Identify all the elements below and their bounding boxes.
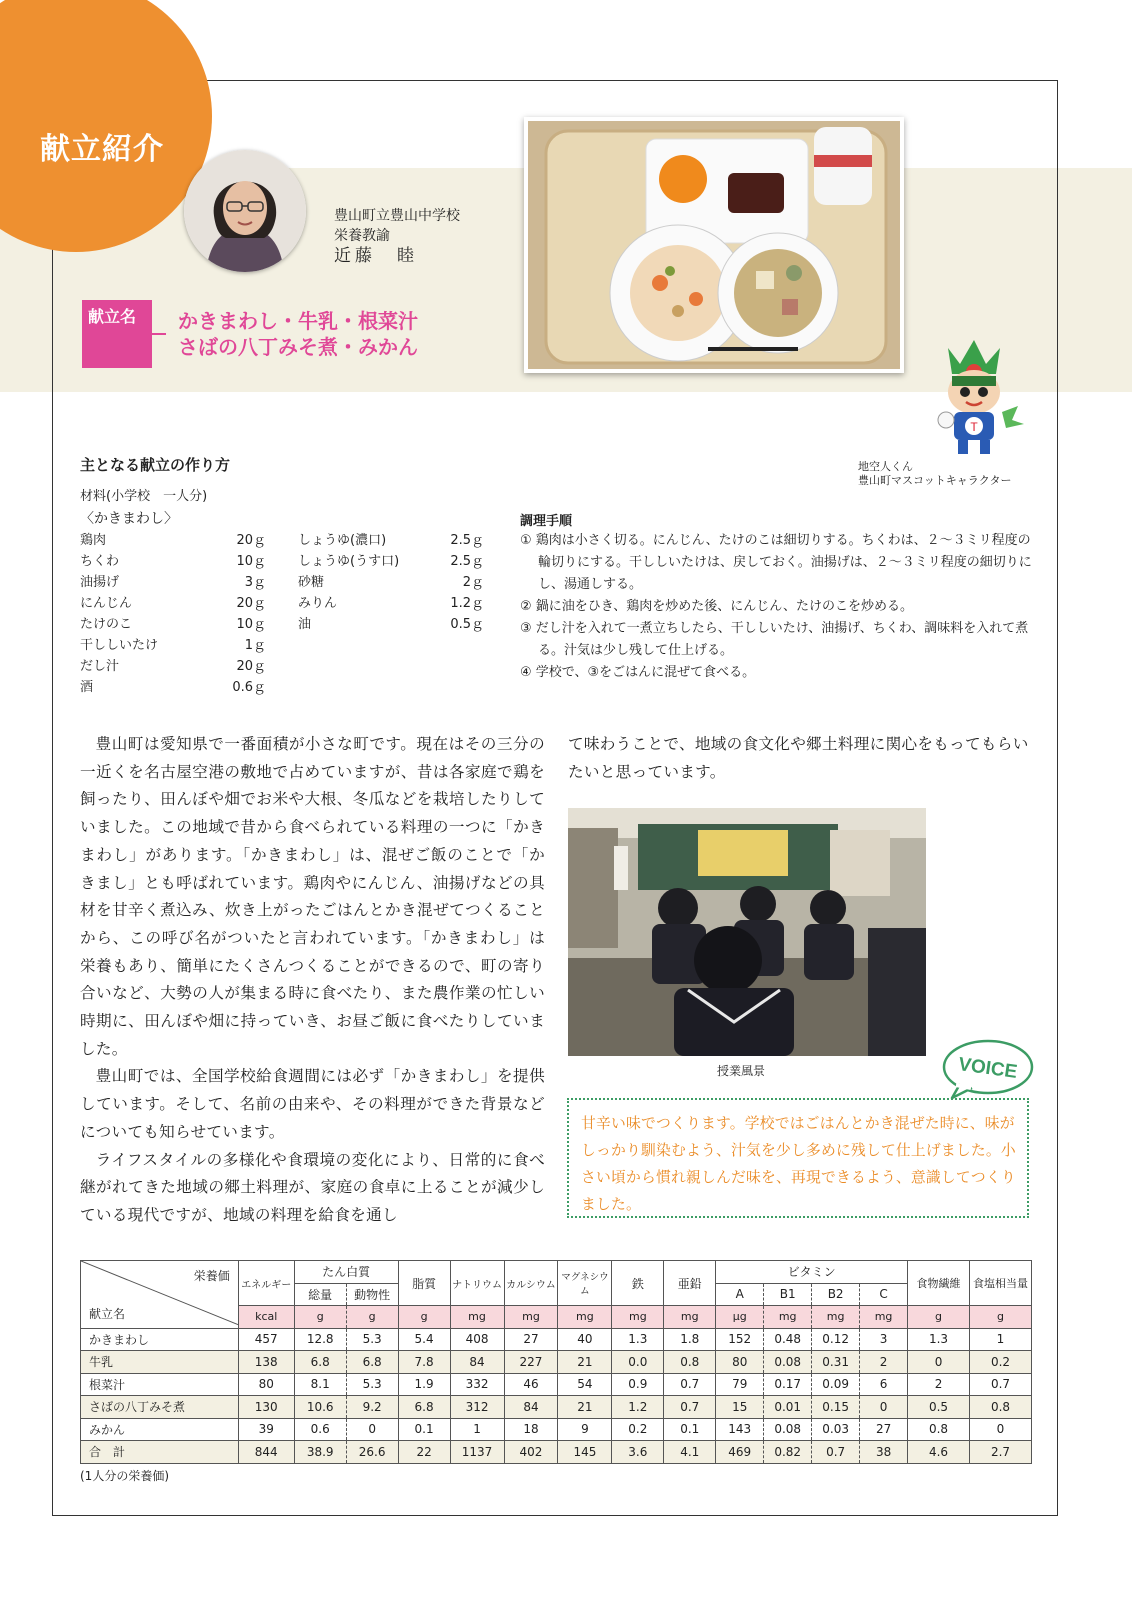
unit-cell: g [294,1306,346,1329]
corner-top-label: 栄養価 [193,1269,230,1283]
header-energy: エネルギー [238,1261,294,1306]
table-cell: 0.8 [908,1418,970,1441]
ingredient-qty: 0.6ｇ [232,680,266,695]
table-cell: 457 [238,1328,294,1351]
table-cell: 22 [398,1441,450,1464]
ingredient-row [298,593,484,614]
table-cell: 0.7 [664,1373,716,1396]
ingredient-name: たけのこ [80,617,133,632]
ingredient-row [80,635,266,656]
header-iron: 鉄 [612,1261,664,1306]
row-name: みかん [81,1418,239,1441]
section-title: 献立紹介 [40,132,164,167]
table-cell: 2.7 [969,1441,1031,1464]
menu-line-2: さばの八丁みそ煮・みかん [178,335,418,359]
header-fat: 脂質 [398,1261,450,1306]
ingredient-list-left [80,530,266,698]
header-protein-animal: 動物性 [346,1283,398,1306]
ingredient-row [80,677,266,698]
ingredient-row [80,656,266,677]
menu-names [178,308,418,360]
table-cell: 0.48 [764,1328,812,1351]
table-cell: 2 [908,1373,970,1396]
ingredient-row [80,530,266,551]
table-cell: 79 [716,1373,764,1396]
author-info [334,206,460,266]
materials-heading: 材料(小学校 一人分) [80,489,208,504]
table-cell: 6.8 [346,1351,398,1374]
ingredient-qty: 0.5ｇ [450,617,484,632]
header-vitamin-b1: B1 [764,1283,812,1306]
table-row [81,1396,1032,1419]
table-cell: 1.3 [612,1328,664,1351]
table-cell: 844 [238,1441,294,1464]
ingredient-name: にんじん [80,596,133,611]
ingredient-name: 干ししいたけ [80,638,159,653]
table-cell: 18 [504,1418,558,1441]
menu-line-1: かきまわし・牛乳・根菜汁 [178,309,418,333]
table-cell: 0.1 [398,1418,450,1441]
unit-cell: g [908,1306,970,1329]
ingredient-qty: 2.5ｇ [450,554,484,569]
ingredient-name: みりん [298,596,338,611]
unit-cell: mg [860,1306,908,1329]
ingredient-name: 砂糖 [298,575,325,590]
row-name: 牛乳 [81,1351,239,1374]
table-cell: 0.12 [812,1328,860,1351]
cooking-steps [520,530,1034,684]
article-paragraph: ライフスタイルの多様化や食環境の変化により、日常的に食べ継がれてきた地域の郷土料理が、家庭の食卓に上ることが減少している現代ですが、地域の料理を給食を通し [80,1150,545,1224]
table-cell: 7.8 [398,1351,450,1374]
steps-title: 調理手順 [520,514,573,529]
table-cell: 0.31 [812,1351,860,1374]
table-cell: 0.7 [664,1396,716,1419]
table-cell: 402 [504,1441,558,1464]
table-cell: 0.5 [908,1396,970,1419]
unit-cell: mg [558,1306,612,1329]
nutrition-table [80,1260,1032,1464]
unit-cell: g [969,1306,1031,1329]
ingredient-list-right [298,530,484,635]
ingredient-name: 油 [298,617,312,632]
unit-cell: mg [450,1306,504,1329]
table-cell: 332 [450,1373,504,1396]
article-right-column: て味わうことで、地域の食文化や郷土料理に関心をもってもらいたいと思っています。 [568,735,1029,781]
author-name: 近藤 睦 [334,246,418,266]
table-cell: 227 [504,1351,558,1374]
header-vitamin: ビタミン [716,1261,908,1284]
ingredient-name: 鶏肉 [80,533,107,548]
header-vitamin-b2: B2 [812,1283,860,1306]
cooking-step: ④ 学校で、③をごはんに混ぜて食べる。 [520,665,756,680]
table-body [81,1328,1032,1463]
row-name: 合 計 [81,1441,239,1464]
table-cell: 0 [908,1351,970,1374]
lunch-tray-photo [524,117,904,373]
ingredient-name: 油揚げ [80,575,120,590]
unit-cell: mg [812,1306,860,1329]
table-cell: 3 [860,1328,908,1351]
table-cell: 2 [860,1351,908,1374]
table-cell: 1.9 [398,1373,450,1396]
unit-cell: g [346,1306,398,1329]
mascot-caption [858,460,1012,488]
ingredient-row [80,593,266,614]
ingredient-name: しょうゆ(濃口) [298,533,387,548]
table-cell: 312 [450,1396,504,1419]
unit-cell: mg [612,1306,664,1329]
table-cell: 21 [558,1351,612,1374]
mascot-caption-desc: 豊山町マスコットキャラクター [858,474,1012,487]
table-cell: 1 [969,1328,1031,1351]
table-cell: 8.1 [294,1373,346,1396]
table-cell: 0.8 [664,1351,716,1374]
ingredient-qty: 1.2ｇ [450,596,484,611]
ingredient-qty: 20ｇ [236,533,266,548]
header-calcium: カルシウム [504,1261,558,1306]
table-cell: 0.2 [612,1418,664,1441]
table-row [81,1328,1032,1351]
menu-label: 献立名 [88,307,137,326]
table-cell: 469 [716,1441,764,1464]
table-cell: 27 [504,1328,558,1351]
cooking-step: ③ だし汁を入れて一煮立ちしたら、干ししいたけ、油揚げ、ちくわ、調味料を入れて煮る。汁気は少し残して仕上げる。 [520,621,1029,658]
unit-cell: g [398,1306,450,1329]
table-cell: 5.3 [346,1373,398,1396]
ingredient-name: ちくわ [80,554,120,569]
header-magnesium: マグネシウム [558,1261,612,1306]
table-cell: 3.6 [612,1441,664,1464]
voice-badge [942,1038,1034,1100]
table-cell: 0.7 [969,1373,1031,1396]
table-cell: 40 [558,1328,612,1351]
table-cell: 0.08 [764,1351,812,1374]
table-cell: 27 [860,1418,908,1441]
table-cell: 0.03 [812,1418,860,1441]
table-cell: 10.6 [294,1396,346,1419]
cooking-step: ① 鶏肉は小さく切る。にんじん、たけのこは細切りする。ちくわは、２～３ミリ程度の輪切りにする。干ししいたけは、戻しておく。油揚げは、２～３ミリ程度の細切りにし、湯通しする。 [520,533,1032,592]
row-name: さばの八丁みそ煮 [81,1396,239,1419]
header-zinc: 亜鉛 [664,1261,716,1306]
table-cell: 0.9 [612,1373,664,1396]
corner-bottom-label: 献立名 [89,1306,126,1321]
article-paragraph: 豊山町は愛知県で一番面積が小さな町です。現在はその三分の一近くを名古屋空港の敷地で占めていますが、昔は各家庭で鶏を飼ったり、田んぼや畑でお米や大根、冬瓜などを栽培したりしていました。この地域で昔から食べられている料理の一つに「かきまわし」があります。「かきまわし」は、混ぜご飯のことで「かきまし」とも呼ばれています。鶏肉やにんじん、油揚げなどの具材を甘辛く煮込み、炊き上がったごはんとかき混ぜてつくることから、この呼び名がついたと言われています。「かきまわし」は栄養もあり、簡単にたくさんつくることができるので、町の寄り合いなど、大勢の人が集まる時に食べたり、また農作業の忙しい時期に、田んぼや畑に持っていき、お昼ご飯に食べたりしていました。 [80,735,545,1058]
ingredient-row [298,530,484,551]
table-cell: 15 [716,1396,764,1419]
ingredient-name: 酒 [80,680,94,695]
table-cell: 1137 [450,1441,504,1464]
table-cell: 6.8 [398,1396,450,1419]
table-corner [81,1261,239,1329]
table-cell: 80 [238,1373,294,1396]
ingredient-row [298,551,484,572]
ingredient-qty: 20ｇ [236,596,266,611]
table-cell: 0 [860,1396,908,1419]
table-cell: 1 [450,1418,504,1441]
ingredient-qty: 20ｇ [236,659,266,674]
mascot-caption-name: 地空人くん [858,460,913,473]
voice-comment: 甘辛い味でつくります。学校ではごはんとかき混ぜた時に、味がしっかり馴染むよう、汁気を少し多めに残して仕上げました。小さい頃から慣れ親しんだ味を、再現できるよう、意識してつくりました。 [567,1098,1029,1218]
recipe-title: 主となる献立の作り方 [80,456,231,474]
table-cell: 4.1 [664,1441,716,1464]
header-salt: 食塩相当量 [969,1261,1031,1306]
ingredient-name: だし汁 [80,659,120,674]
article-left-column [80,731,545,1230]
table-note: (1人分の栄養価) [80,1469,169,1483]
row-name: かきまわし [81,1328,239,1351]
ingredient-qty: 3ｇ [244,575,266,590]
dish-name: 〈かきまわし〉 [80,511,178,527]
table-cell: 54 [558,1373,612,1396]
table-cell: 152 [716,1328,764,1351]
table-cell: 0.08 [764,1418,812,1441]
classroom-photo [568,808,926,1056]
table-cell: 12.8 [294,1328,346,1351]
table-cell: 408 [450,1328,504,1351]
table-cell: 9.2 [346,1396,398,1419]
table-cell: 0.6 [294,1418,346,1441]
classroom-photo-caption: 授業風景 [717,1064,766,1078]
table-cell: 0.8 [969,1396,1031,1419]
unit-cell: mg [764,1306,812,1329]
table-cell: 0.01 [764,1396,812,1419]
header-vitamin-c: C [860,1283,908,1306]
table-cell: 1.3 [908,1328,970,1351]
svg-text:T: T [970,420,978,434]
voice-badge-text: VOICE [957,1053,1019,1083]
mascot-illustration [908,336,1038,458]
ingredient-row [80,572,266,593]
header-protein-total: 総量 [294,1283,346,1306]
table-cell: 1.8 [664,1328,716,1351]
table-cell: 39 [238,1418,294,1441]
table-row [81,1373,1032,1396]
row-name: 根菜汁 [81,1373,239,1396]
header-vitamin-a: A [716,1283,764,1306]
ingredient-qty: 2.5ｇ [450,533,484,548]
table-header-row [81,1261,1032,1284]
table-cell: 5.3 [346,1328,398,1351]
table-cell: 0.2 [969,1351,1031,1374]
table-cell: 6 [860,1373,908,1396]
author-portrait [184,150,306,272]
table-cell: 0.15 [812,1396,860,1419]
table-cell: 0 [969,1418,1031,1441]
unit-cell: mg [504,1306,558,1329]
ingredient-row [298,572,484,593]
unit-cell: kcal [238,1306,294,1329]
table-cell: 38 [860,1441,908,1464]
header-sodium: ナトリウム [450,1261,504,1306]
table-cell: 21 [558,1396,612,1419]
table-cell: 26.6 [346,1441,398,1464]
table-cell: 130 [238,1396,294,1419]
table-cell: 0.09 [812,1373,860,1396]
header-fiber: 食物繊維 [908,1261,970,1306]
ingredient-row [298,614,484,635]
unit-cell: μg [716,1306,764,1329]
article-paragraph: 豊山町では、全国学校給食週間には必ず「かきまわし」を提供しています。そして、名前の由来や、その料理ができた背景などについても知らせています。 [80,1067,545,1141]
table-cell: 1.2 [612,1396,664,1419]
table-row [81,1418,1032,1441]
table-cell: 46 [504,1373,558,1396]
ingredient-row [80,551,266,572]
table-cell: 145 [558,1441,612,1464]
table-cell: 84 [504,1396,558,1419]
table-cell: 0.82 [764,1441,812,1464]
ingredient-qty: 10ｇ [236,554,266,569]
table-cell: 80 [716,1351,764,1374]
table-cell: 9 [558,1418,612,1441]
ingredient-qty: 10ｇ [236,617,266,632]
ingredient-qty: 2ｇ [462,575,484,590]
header-protein: たん白質 [294,1261,398,1284]
ingredient-row [80,614,266,635]
author-role: 栄養教諭 [334,228,390,244]
table-cell: 0 [346,1418,398,1441]
ingredient-name: しょうゆ(うす口) [298,554,400,569]
table-cell: 0.7 [812,1441,860,1464]
menu-label-rule [152,333,166,335]
table-row [81,1351,1032,1374]
table-cell: 38.9 [294,1441,346,1464]
author-school: 豊山町立豊山中学校 [334,208,460,224]
table-row [81,1441,1032,1464]
table-cell: 0.17 [764,1373,812,1396]
unit-cell: mg [664,1306,716,1329]
table-cell: 0.0 [612,1351,664,1374]
table-cell: 0.1 [664,1418,716,1441]
cooking-step: ② 鍋に油をひき、鶏肉を炒めた後、にんじん、たけのこを炒める。 [520,599,914,614]
table-cell: 84 [450,1351,504,1374]
ingredient-qty: 1ｇ [244,638,266,653]
table-cell: 143 [716,1418,764,1441]
table-cell: 4.6 [908,1441,970,1464]
table-cell: 6.8 [294,1351,346,1374]
table-cell: 5.4 [398,1328,450,1351]
table-cell: 138 [238,1351,294,1374]
